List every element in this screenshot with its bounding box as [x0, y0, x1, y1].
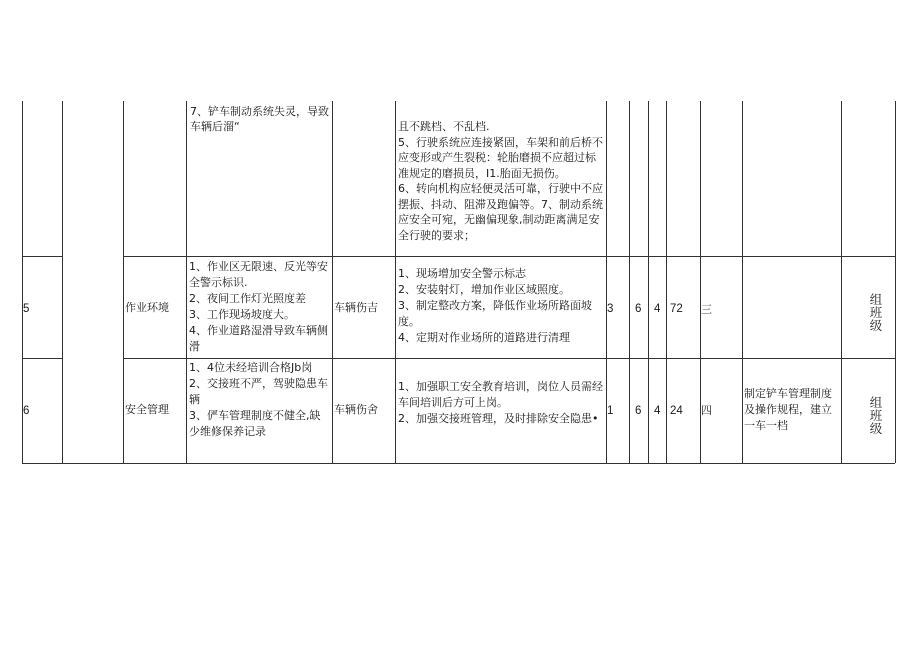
table-border — [841, 101, 842, 463]
exposure-value: 6 — [635, 303, 642, 315]
table-border — [895, 101, 896, 463]
likelihood-value: 3 — [607, 303, 614, 315]
table-border — [332, 101, 333, 463]
row-number: 5 — [23, 303, 30, 315]
risk-score: 72 — [670, 303, 683, 315]
control-level: 组班级 — [869, 292, 883, 333]
table-border — [395, 101, 396, 463]
row-divider — [22, 256, 62, 257]
hazard-cell: 1、4位未经培训合格Jb岗 2、交接班不严，驾驶隐患车辆 3、俨车管理制度不健全,缺少维修保养记录 — [189, 361, 328, 438]
risk-score: 24 — [670, 405, 683, 417]
table-border — [648, 101, 649, 463]
consequence-cell: 车辆伤舍 — [334, 403, 378, 416]
hazard-cell: 7、铲车制动系统失灵，导致车辆后溜“ — [190, 105, 329, 133]
control-measure-cell: 制定铲车管理制度及操作规程，建立一车一档 — [744, 387, 832, 432]
likelihood-value: 1 — [607, 405, 614, 417]
consequence-value: 4 — [654, 405, 661, 417]
row-divider — [123, 256, 895, 257]
table-border — [629, 101, 630, 463]
consequence-cell: 车辆伤吉 — [334, 301, 378, 314]
table-border — [123, 101, 124, 463]
table-border — [742, 101, 743, 463]
hazard-cell: 1、作业区无限速、反光等安全警示标识. 2、夜间工作灯光照度差 3、工作现场坡度大。 4、作业道路湿滑导致车辆侧滑 — [189, 260, 328, 353]
measures-cell: 且不跳档、不乱档. 5、行驶系统应连接紧固，车架和前后桥不应变形或产生裂税：轮胎磨损不应超过标准规定的磨损员，I1.胎面无损伤。 6、转向机构应轻便灵活可靠，行驶中不应摆振、抖动、阻滞及跑偏等。7、制动系统应安全可宛，无幽偏现象,制动距离满足安全行驶的要求； — [398, 120, 603, 242]
risk-grade: 四 — [701, 404, 712, 417]
risk-grade: 三 — [701, 303, 712, 316]
row-divider — [123, 358, 895, 359]
table-bottom-border — [22, 463, 895, 464]
activity-cell: 安全管理 — [125, 403, 169, 416]
measures-cell: 1、加强职工安全教育培训，岗位人员需经车间培训后方可上岗。 2、加强交接班管理，及时排除安全隐患• — [398, 380, 603, 425]
table-border — [62, 101, 63, 463]
table-border — [186, 101, 187, 463]
control-level: 组班级 — [869, 395, 883, 436]
table-border — [666, 101, 667, 463]
exposure-value: 6 — [635, 405, 642, 417]
row-divider — [22, 358, 62, 359]
row-number: 6 — [23, 405, 30, 417]
measures-cell: 1、现场增加安全警示标志 2、安装射灯，增加作业区域照度。 3、制定整改方案，降低作业场所路面坡度。 4、定期对作业场所的道路进行清理 — [398, 267, 592, 344]
activity-cell: 作业环境 — [125, 301, 169, 314]
consequence-value: 4 — [654, 303, 661, 315]
